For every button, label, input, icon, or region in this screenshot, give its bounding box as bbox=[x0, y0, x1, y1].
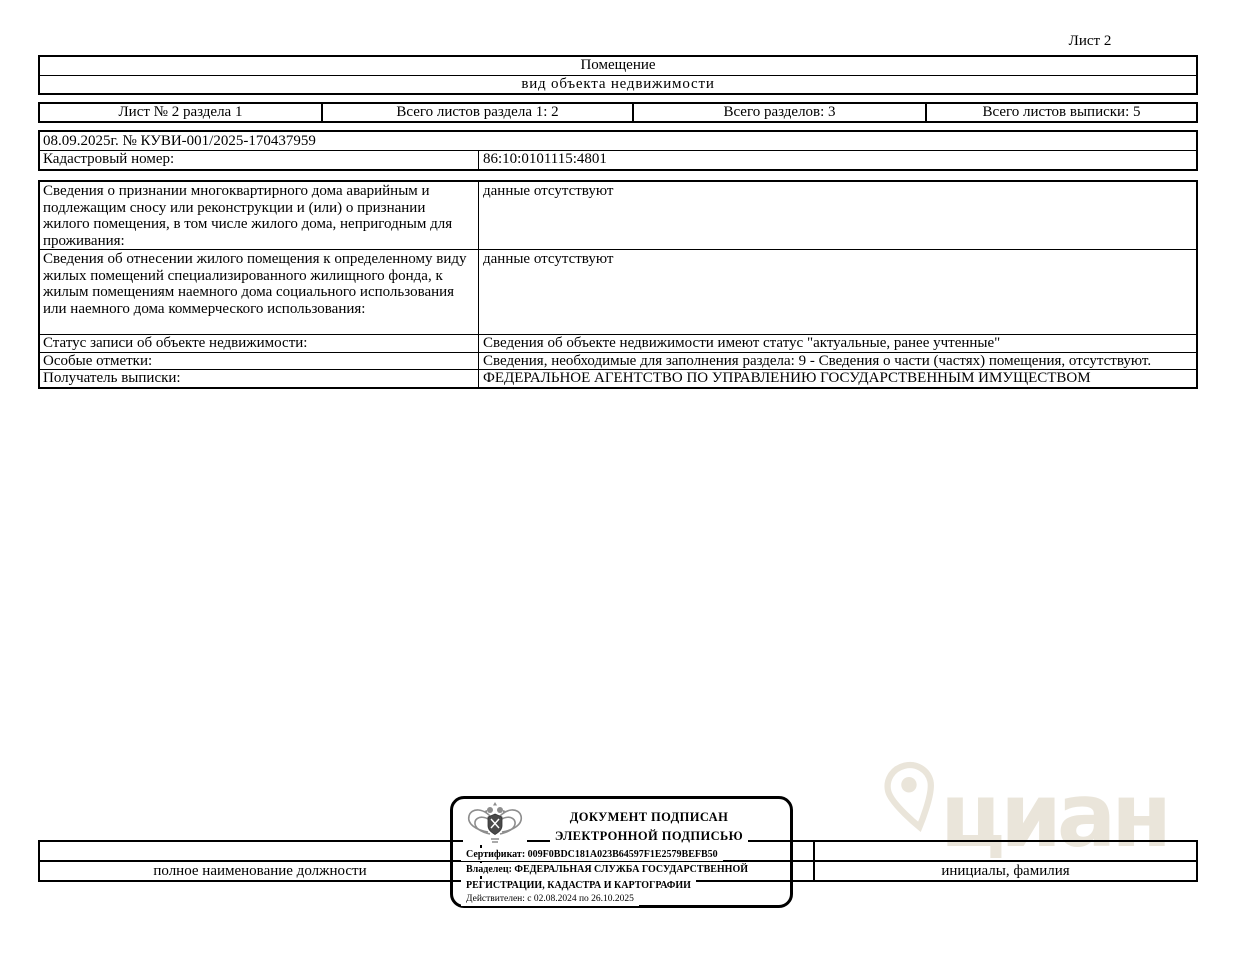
table-row bbox=[40, 352, 1196, 369]
row-label: Сведения об отнесении жилого помещения к определенному виду жилых помещений специализированного жилищного фонда, к жилым помещениям наемного дома социального использования или наемного дома коммерческого использования: bbox=[43, 251, 467, 317]
table-row bbox=[40, 182, 1196, 249]
position-caption: полное наименование должности bbox=[153, 863, 367, 879]
details-table bbox=[38, 180, 1198, 389]
row-label: Особые отметки: bbox=[43, 353, 153, 369]
stamp-owner-text: Владелец: ФЕДЕРАЛЬНАЯ СЛУЖБА ГОСУДАРСТВЕННОЙ bbox=[461, 863, 753, 876]
sheet-info-cell: Всего листов выписки: 5 bbox=[925, 104, 1196, 121]
table-row bbox=[40, 249, 1196, 334]
table-row bbox=[40, 369, 1196, 387]
object-type-table bbox=[38, 55, 1198, 95]
sheet-info-table bbox=[38, 102, 1198, 123]
watermark-text: циан bbox=[940, 764, 1168, 867]
row-value: Сведения об объекте недвижимости имеют статус "актуальные, ранее учтенные" bbox=[478, 335, 1196, 352]
cadastral-number-label: Кадастровый номер: bbox=[43, 151, 175, 167]
stamp-title-text: ДОКУМЕНТ ПОДПИСАН bbox=[565, 810, 733, 824]
digital-signature-stamp bbox=[450, 796, 793, 908]
statement-date-number: 08.09.2025г. № КУВИ-001/2025-170437959 bbox=[40, 132, 1196, 151]
table-row bbox=[40, 334, 1196, 352]
sheet-info-cell: Всего листов раздела 1: 2 bbox=[321, 104, 632, 121]
sheet-number-label: Лист 2 bbox=[1068, 33, 1112, 49]
signature-cell bbox=[813, 842, 1196, 860]
object-type-value: Помещение bbox=[580, 57, 656, 73]
row-label: Сведения о признании многоквартирного дома аварийным и подлежащим сносу или реконструкции и (или) о признании жилого помещения, в том числе жилого дома, непригодным для проживания: bbox=[43, 183, 453, 249]
row-value: ФЕДЕРАЛЬНОЕ АГЕНТСТВО ПО УПРАВЛЕНИЮ ГОСУДАРСТВЕННЫМ ИМУЩЕСТВОМ bbox=[478, 370, 1196, 387]
stamp-validity-text: Действителен: с 02.08.2024 по 26.10.2025 bbox=[461, 893, 639, 906]
stamp-title-text: ЭЛЕКТРОННОЙ ПОДПИСЬЮ bbox=[550, 829, 748, 843]
row-value: Сведения, необходимые для заполнения раздела: 9 - Сведения о части (частях) помещения, отсутствуют. bbox=[478, 353, 1196, 369]
cian-pin-icon bbox=[876, 754, 948, 839]
stamp-validity bbox=[461, 893, 639, 906]
signature-cell bbox=[40, 842, 480, 860]
statement-table bbox=[38, 130, 1198, 171]
cadastral-row bbox=[40, 151, 1196, 169]
stamp-owner-line1 bbox=[461, 863, 753, 876]
cadastral-number-value: 86:10:0101115:4801 bbox=[478, 151, 1196, 169]
stamp-title-line1 bbox=[517, 810, 781, 825]
object-type-caption: вид объекта недвижимости bbox=[40, 75, 1196, 93]
name-caption: инициалы, фамилия bbox=[813, 862, 1196, 880]
stamp-certificate bbox=[461, 848, 723, 861]
stamp-title-line2 bbox=[517, 829, 781, 844]
stamp-owner-text: РЕГИСТРАЦИИ, КАДАСТРА И КАРТОГРАФИИ bbox=[461, 879, 696, 892]
row-value: данные отсутствуют bbox=[478, 182, 1196, 249]
sheet-info-cell: Лист № 2 раздела 1 bbox=[118, 104, 243, 120]
row-label: Статус записи об объекте недвижимости: bbox=[43, 335, 308, 351]
row-label: Получатель выписки: bbox=[43, 370, 181, 386]
row-value: данные отсутствуют bbox=[478, 250, 1196, 334]
sheet-info-cell: Всего разделов: 3 bbox=[632, 104, 925, 121]
stamp-certificate-text: Сертификат: 009F0BDC181A023B64597F1E2579BEFB50 bbox=[461, 848, 723, 861]
stamp-owner-line2 bbox=[461, 879, 696, 892]
